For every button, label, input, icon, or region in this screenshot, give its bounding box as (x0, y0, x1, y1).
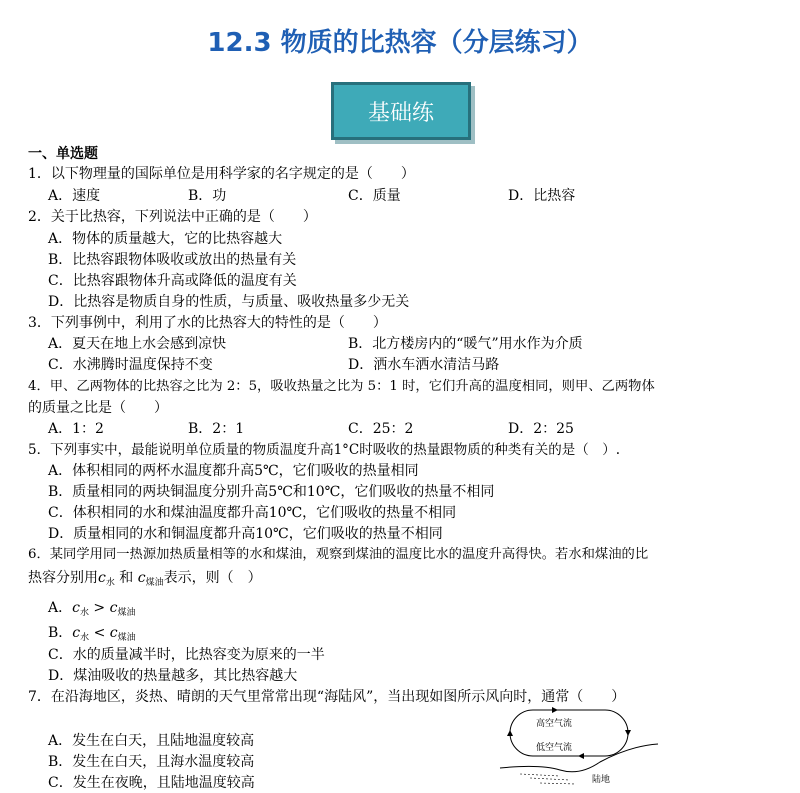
subscript-water: 水 (105, 578, 115, 588)
question-5-option-c: C．体积相同的水和煤油温度都升高10℃，它们吸收的热量不相同 (48, 505, 457, 521)
c-symbol: c (109, 625, 118, 641)
lower-airflow-label: 低空气流 (536, 743, 573, 753)
section-badge: 基础练 (331, 82, 471, 140)
question-1-option-b: B．功 (188, 188, 227, 204)
subscript-oil: 煤油 (117, 633, 136, 643)
question-2-option-c: C．比热容跟物体升高或降低的温度有关 (48, 273, 297, 289)
arrow-icon (578, 753, 584, 759)
question-7-option-a: A．发生在白天，且陆地温度较高 (48, 733, 255, 749)
question-4-stem-line-1: 4．甲、乙两物体的比热容之比为 2：5，吸收热量之比为 5：1 时，它们升高的温度相同，则甲、乙两物体 (28, 379, 655, 394)
and-text: 和 (114, 570, 138, 586)
question-5-option-b: B．质量相同的两块铜温度分别升高5℃和10℃，它们吸收的热量不相同 (48, 484, 495, 500)
subscript-water: 水 (80, 633, 90, 643)
question-4-option-b: B．2：1 (188, 421, 245, 437)
question-1-option-a: A．速度 (48, 188, 101, 204)
page-title: 12.3 物质的比热容（分层练习） (207, 28, 593, 58)
c-symbol: c (72, 600, 80, 616)
stem-text: 热容分别用 (28, 570, 98, 586)
less-than: < (89, 625, 110, 641)
question-5-option-d: D．质量相同的水和铜温度都升高10℃，它们吸收的热量不相同 (48, 526, 443, 542)
question-6-option-c: C．水的质量减半时，比热容变为原来的一半 (48, 647, 325, 663)
section-heading: 一、单选题 (28, 146, 98, 162)
question-6-stem-line-1: 6．某同学用同一热源加热质量相等的水和煤油，观察到煤油的温度比水的温度升高得快。若水和煤油的比 (28, 547, 649, 562)
question-2-stem: 2．关于比热容，下列说法中正确的是（ ） (28, 209, 317, 225)
arrow-icon (625, 730, 631, 736)
question-4-option-d: D．2：25 (508, 421, 574, 437)
option-label: B． (48, 625, 73, 641)
question-2-option-a: A．物体的质量越大，它的比热容越大 (48, 231, 283, 247)
question-4-option-a: A．1：2 (48, 421, 104, 437)
c-symbol: c (109, 600, 118, 616)
question-6-stem-line-2 (28, 568, 262, 593)
greater-than: > (88, 600, 110, 616)
c-symbol: c (72, 625, 81, 641)
stem-text: 表示，则（ ） (163, 570, 262, 586)
sea-land-breeze-figure (480, 706, 660, 791)
question-1-option-d: D．比热容 (508, 188, 576, 204)
question-7-stem: 7．在沿海地区，炎热、晴朗的天气里常常出现“海陆风”，当出现如图所示风向时，通常（ ） (28, 689, 626, 705)
question-7-option-c: C．发生在夜晚，且陆地温度较高 (48, 775, 255, 791)
question-2-option-b: B．比热容跟物体吸收或放出的热量有关 (48, 252, 297, 268)
question-4-stem-line-2: 的质量之比是（ ） (28, 400, 168, 416)
option-label: A． (48, 600, 73, 616)
subscript-oil: 煤油 (145, 578, 164, 588)
arrow-icon (552, 707, 558, 713)
subscript-oil: 煤油 (117, 608, 136, 618)
question-7-option-b: B．发生在白天，且海水温度较高 (48, 754, 255, 770)
c-symbol: c (137, 570, 146, 586)
question-6-option-d: D．煤油吸收的热量越多，其比热容越大 (48, 668, 298, 684)
c-symbol: c (98, 570, 106, 586)
question-6-option-a (48, 598, 135, 623)
arrow-icon (507, 730, 513, 736)
question-3-option-b: B．北方楼房内的“暖气”用水作为介质 (348, 336, 583, 352)
question-3-stem: 3．下列事例中，利用了水的比热容大的特性的是（ ） (28, 315, 387, 331)
question-3-option-d: D．洒水车洒水清洁马路 (348, 357, 500, 373)
upper-airflow-label: 高空气流 (536, 719, 573, 729)
subscript-water: 水 (79, 608, 89, 618)
question-3-option-c: C．水沸腾时温度保持不变 (48, 357, 213, 373)
question-3-option-a: A．夏天在地上水会感到凉快 (48, 336, 227, 352)
coastline (500, 744, 658, 772)
question-5-option-a: A．体积相同的两杯水温度都升高5℃，它们吸收的热量相同 (48, 463, 419, 479)
sea-surface (520, 774, 575, 784)
question-1-option-c: C．质量 (348, 188, 401, 204)
question-4-option-c: C．25：2 (348, 421, 414, 437)
question-1-stem: 1．以下物理量的国际单位是用科学家的名字规定的是（ ） (28, 166, 415, 182)
question-5-stem: 5．下列事实中，最能说明单位质量的物质温度升高1°C时吸收的热量跟物质的种类有关的是（ ）. (28, 442, 621, 458)
question-2-option-d: D．比热容是物质自身的性质，与质量、吸收热量多少无关 (48, 294, 410, 310)
land-label: 陆地 (592, 775, 611, 785)
